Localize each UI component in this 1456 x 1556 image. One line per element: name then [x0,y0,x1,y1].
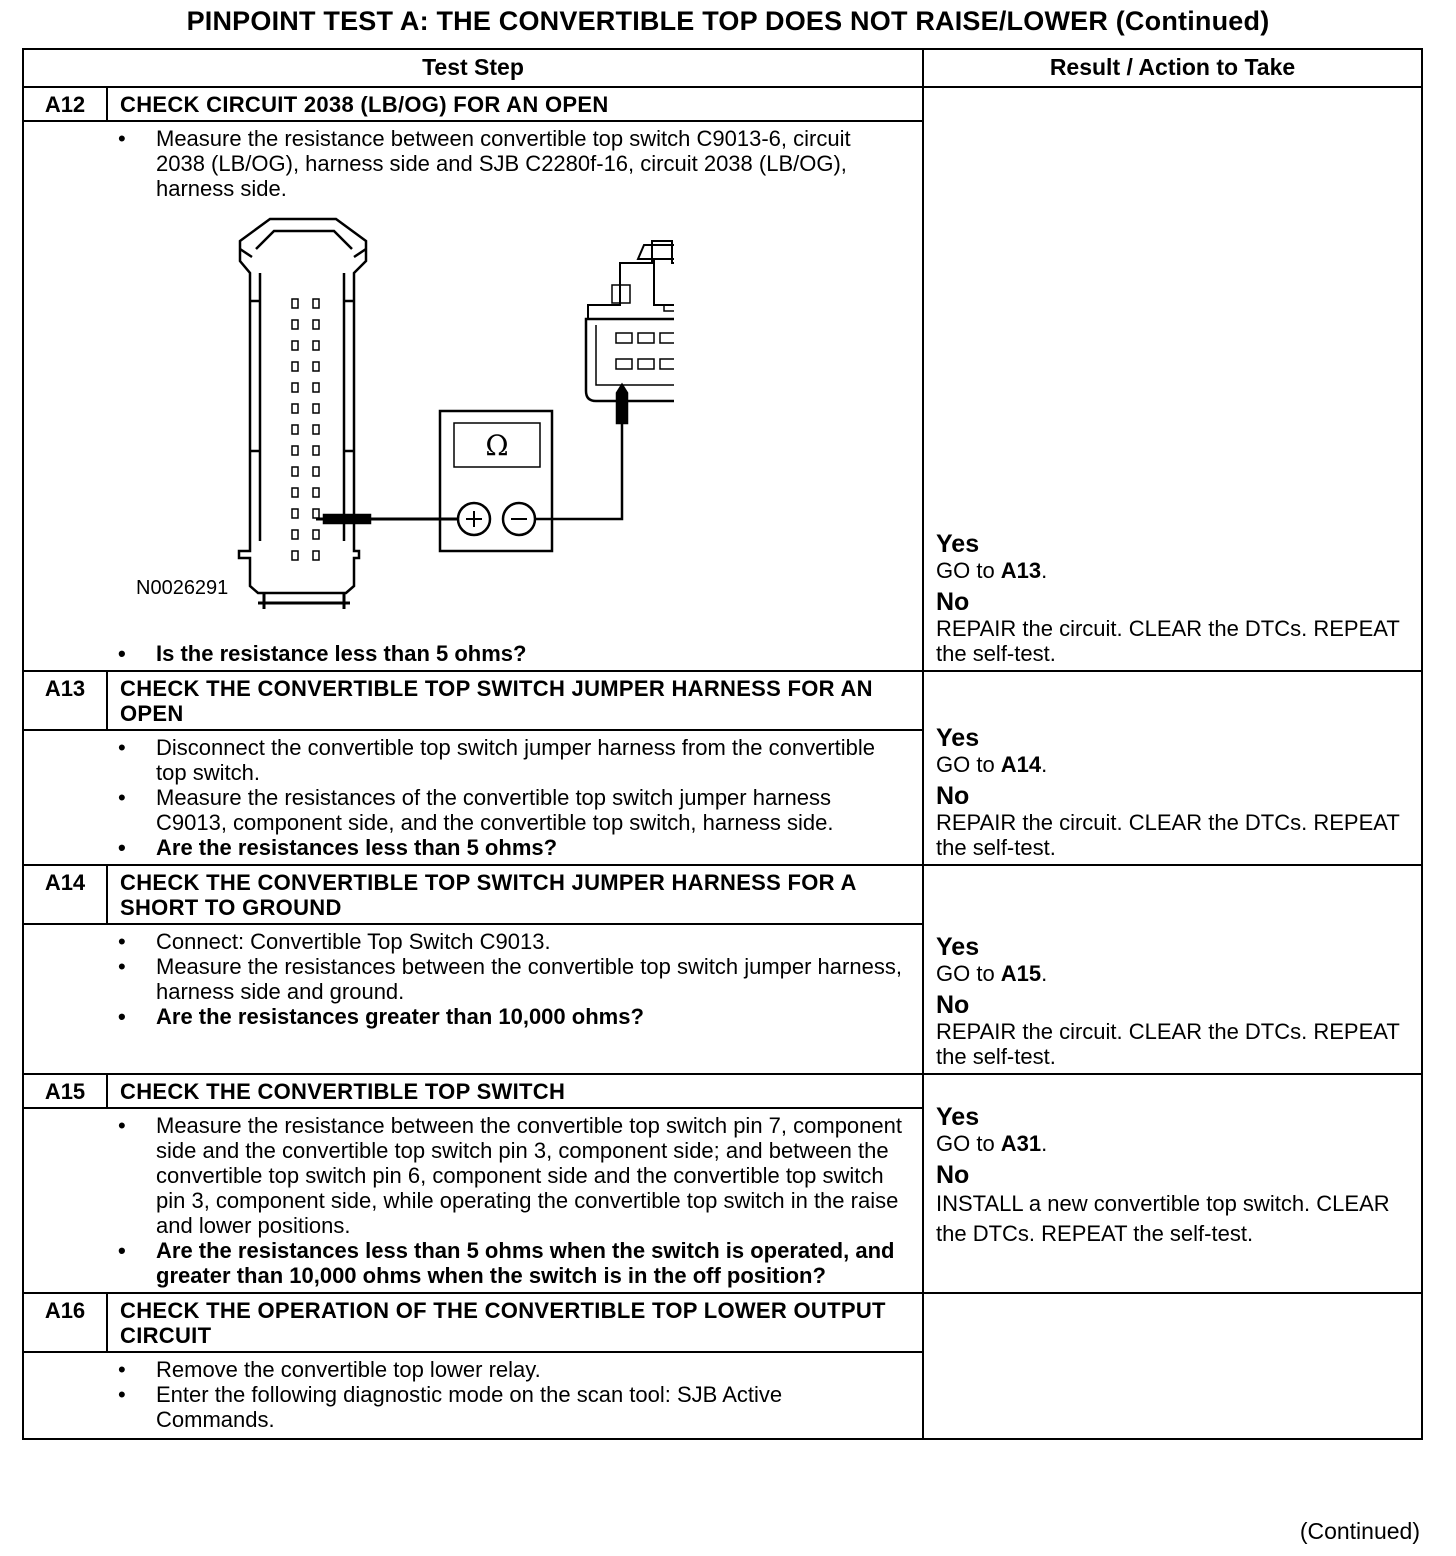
no-action: REPAIR the circuit. CLEAR the DTCs. REPEAT the self-test. [936,616,1400,666]
step-instruction: • Measure the resistances between the convertible top switch jumper harness, harness side and ground. [118,954,902,1004]
step-instruction: • Enter the following diagnostic mode on the scan tool: SJB Active Commands. [118,1382,902,1432]
yes-label: Yes [936,724,980,752]
no-action: INSTALL a new convertible top switch. CLEAR the DTCs. REPEAT the self-test. [936,1191,1390,1246]
no-action: REPAIR the circuit. CLEAR the DTCs. REPEAT the self-test. [936,1019,1400,1069]
no-action: REPAIR the circuit. CLEAR the DTCs. REPEAT the self-test. [936,810,1400,860]
goto-step-link[interactable]: A15 [1000,961,1042,986]
result-action-a13: Yes GO to A14. No REPAIR the circuit. CLEAR the DTCs. REPEAT the self-test. [924,672,1421,864]
test-step-a15 [24,1075,1421,1294]
step-title: CHECK THE CONVERTIBLE TOP SWITCH JUMPER HARNESS FOR A SHORT TO GROUND [120,870,856,920]
diagram-reference-label: N0026291 [136,577,229,599]
step-instruction: • Remove the convertible top lower relay. [118,1357,902,1382]
step-question: • Are the resistances less than 5 ohms? [118,835,902,860]
no-label: No [936,588,970,616]
step-id: A16 [24,1294,108,1351]
test-step-a12 [24,88,1421,672]
step-id: A14 [24,866,108,923]
goto-step-link[interactable]: A31 [1000,1131,1042,1156]
test-step-a14 [24,866,1421,1075]
result-action-a12: Yes GO to A13. No REPAIR the circuit. CLEAR the DTCs. REPEAT the self-test. [924,88,1421,670]
result-action-a15: Yes GO to A31. No INSTALL a new convertible top switch. CLEAR the DTCs. REPEAT the self-test. [924,1075,1421,1292]
ohm-symbol: Ω [485,429,509,462]
step-title: CHECK THE CONVERTIBLE TOP SWITCH [120,1079,566,1104]
no-label: No [936,1161,970,1189]
ohmmeter-connection-diagram [118,201,902,641]
step-instruction: • Measure the resistance between the convertible top switch pin 7, component side and the convertible top switch pin 3, component side; and between the convertible top switch pin 6, component side and the convertible top switch pin 3, component side, while operating the convertible top switch in the raise and lower positions. [118,1113,902,1238]
switch-connector-illustration [239,219,366,609]
yes-label: Yes [936,530,980,558]
step-title: CHECK THE CONVERTIBLE TOP SWITCH JUMPER HARNESS FOR AN OPEN [120,676,873,726]
pinpoint-test-table [22,48,1423,1440]
step-id: A15 [24,1075,108,1107]
test-step-a13 [24,672,1421,866]
goto-step-link[interactable]: A13 [1000,558,1042,583]
yes-label: Yes [936,1103,980,1131]
step-id: A12 [24,88,108,120]
step-question: • Is the resistance less than 5 ohms? [118,641,902,666]
step-question: • Are the resistances less than 5 ohms when the switch is operated, and greater than 10,000 ohms when the switch is in the off position? [118,1238,902,1288]
step-instruction: • Disconnect the convertible top switch jumper harness from the convertible top switch. [118,735,902,785]
col-header-test-step: Test Step [24,50,924,86]
no-label: No [936,782,970,810]
result-action-a16 [924,1294,1421,1438]
test-step-a16 [24,1294,1421,1438]
step-id: A13 [24,672,108,729]
step-instruction: • Connect: Convertible Top Switch C9013. [118,929,902,954]
no-label: No [936,991,970,1019]
step-question: • Are the resistances greater than 10,000 ohms? [118,1004,902,1029]
step-instruction: • Measure the resistances of the convertible top switch jumper harness C9013, component side, and the convertible top switch, harness side. [118,785,902,835]
step-title: CHECK CIRCUIT 2038 (LB/OG) FOR AN OPEN [120,92,609,117]
sjb-connector-illustration [586,241,674,401]
step-instruction: • Measure the resistance between convertible top switch C9013-6, circuit 2038 (LB/OG), harness side and SJB C2280f-16, circuit 2038 (LB/OG), harness side. [118,126,902,201]
yes-label: Yes [936,933,980,961]
continued-footer: (Continued) [1299,1518,1420,1544]
result-action-a14: Yes GO to A15. No REPAIR the circuit. CLEAR the DTCs. REPEAT the self-test. [924,866,1421,1073]
step-title: CHECK THE OPERATION OF THE CONVERTIBLE TOP LOWER OUTPUT CIRCUIT [120,1298,886,1348]
goto-step-link[interactable]: A14 [1000,752,1042,777]
page-title: PINPOINT TEST A: THE CONVERTIBLE TOP DOES NOT RAISE/LOWER (Continued) [186,6,1270,36]
col-header-result-action: Result / Action to Take [1049,54,1296,80]
table-header [24,50,1421,88]
